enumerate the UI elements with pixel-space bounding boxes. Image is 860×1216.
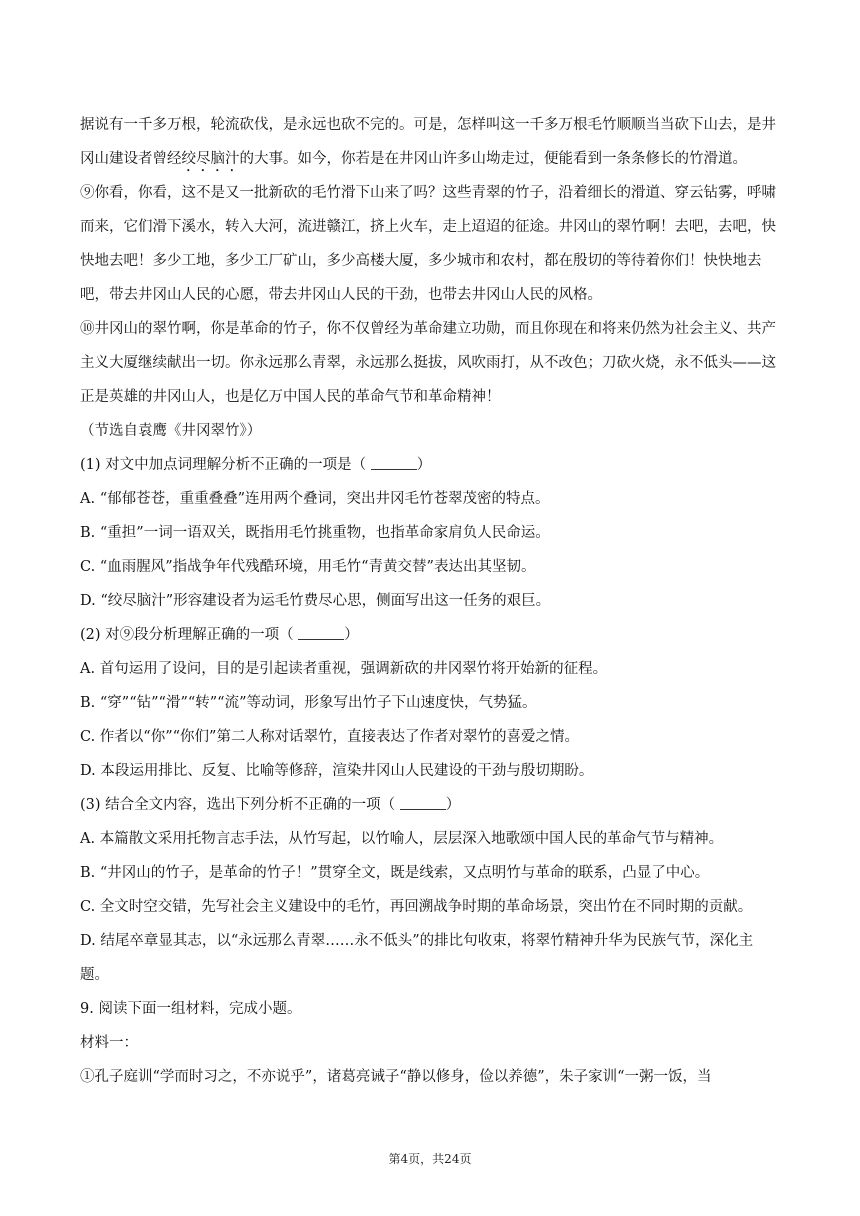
- answer-blank: [371, 455, 417, 470]
- question-2-option-a: A. 首句运用了设问，目的是引起读者重视，强调新砍的井冈翠竹将开始新的征程。: [80, 661, 608, 677]
- question-3-option-a: A. 本篇散文采用托物言志手法，从竹写起，以竹喻人，层层深入地歌颂中国人民的革命气节与精神。: [80, 831, 724, 847]
- page-footer: 第4页，共24页: [388, 1152, 472, 1166]
- material-one-text: ①孔子庭训“学而时习之，不亦说乎”，诸葛亮诫子“静以修身，俭以养德”，朱子家训“一粥一饭，当: [80, 1069, 712, 1085]
- question-2-option-c: C. 作者以“你”“你们”第二人称对话翠竹，直接表达了作者对翠竹的喜爱之情。: [80, 729, 579, 745]
- question-1-option-b: B. “重担”一词一语双关，既指用毛竹挑重物，也指革命家肩负人民命运。: [80, 525, 550, 541]
- answer-blank: [298, 625, 344, 640]
- question-1-stem: (1) 对文中加点词理解分析不正确的一项是（ ）: [80, 457, 432, 473]
- question-3-option-d: D. 结尾卒章显其志，以“永远那么青翠……永不低头”的排比句收束，将翠竹精神升华为民族气节，深化主题。: [80, 933, 754, 983]
- question-1-option-a: A. “郁郁苍苍，重重叠叠”连用两个叠词，突出井冈毛竹苍翠茂密的特点。: [80, 491, 550, 507]
- source-citation: （节选自袁鹰《井冈翠竹》）: [80, 423, 262, 439]
- page-content: [80, 108, 780, 1094]
- dotted-word: 绞尽脑汁: [181, 151, 240, 167]
- paragraph-9: ⑨你看，你看，这不是又一批新砍的毛竹滑下山来了吗？这些青翠的竹子，沿着细长的滑道、穿云钻雾，呼啸而来，它们滑下溪水，转入大河，流进赣江，挤上火车，走上迢迢的征途。井冈山的翠竹啊！去吧，去吧，快快地去吧！多少工地，多少工厂矿山，多少高楼大厦，多少城市和农村，都在殷切的等待着你们！快快地去吧，带去井冈山人民的心愿，带去井冈山人民的干劲，也带去井冈山人民的风格。: [80, 185, 776, 303]
- question-2-option-d: D. 本段运用排比、反复、比喻等修辞，渲染井冈山人民建设的干劲与殷切期盼。: [80, 763, 594, 779]
- question-2-option-b: B. “穿”“钻”“滑”“转”“流”等动词，形象写出竹子下山速度快，气势猛。: [80, 695, 537, 711]
- answer-blank: [400, 795, 446, 810]
- question-3-option-b: B. “井冈山的竹子，是革命的竹子！”贯穿全文，既是线索，又点明竹与革命的联系，凸显了中心。: [80, 865, 710, 881]
- material-label: 材料一：: [80, 1035, 138, 1051]
- question-2-stem: (2) 对⑨段分析理解正确的一项（ ）: [80, 627, 359, 643]
- paragraph-8-continuation: 据说有一千多万根，轮流砍伐，是永远也砍不完的。可是，怎样叫这一千多万根毛竹顺顺当当砍下山去，是井冈山建设者曾经绞尽脑汁的大事。如今，你若是在井冈山许多山坳走过，便能看到一条条修长的竹滑道。: [80, 117, 776, 167]
- question-3-stem: (3) 结合全文内容，选出下列分析不正确的一项（ ）: [80, 797, 461, 813]
- paragraph-10: ⑩井冈山的翠竹啊，你是革命的竹子，你不仅曾经为革命建立功勋，而且你现在和将来仍然为社会主义、共产主义大厦继续献出一切。你永远那么青翠，永远那么挺拔，风吹雨打，从不改色；刀砍火烧，永不低头——这正是英雄的井冈山人，也是亿万中国人民的革命气节和革命精神！: [80, 321, 776, 405]
- question-9-title: 9. 阅读下面一组材料，完成小题。: [80, 1001, 302, 1017]
- question-1-option-c: C. “血雨腥风”指战争年代残酷环境，用毛竹“青黄交替”表达出其坚韧。: [80, 559, 536, 575]
- question-1-option-d: D. “绞尽脑汁”形容建设者为运毛竹费尽心思，侧面写出这一任务的艰巨。: [80, 593, 551, 609]
- question-3-option-c: C. 全文时空交错，先写社会主义建设中的毛竹，再回溯战争时期的革命场景，突出竹在不同时期的贡献。: [80, 899, 753, 915]
